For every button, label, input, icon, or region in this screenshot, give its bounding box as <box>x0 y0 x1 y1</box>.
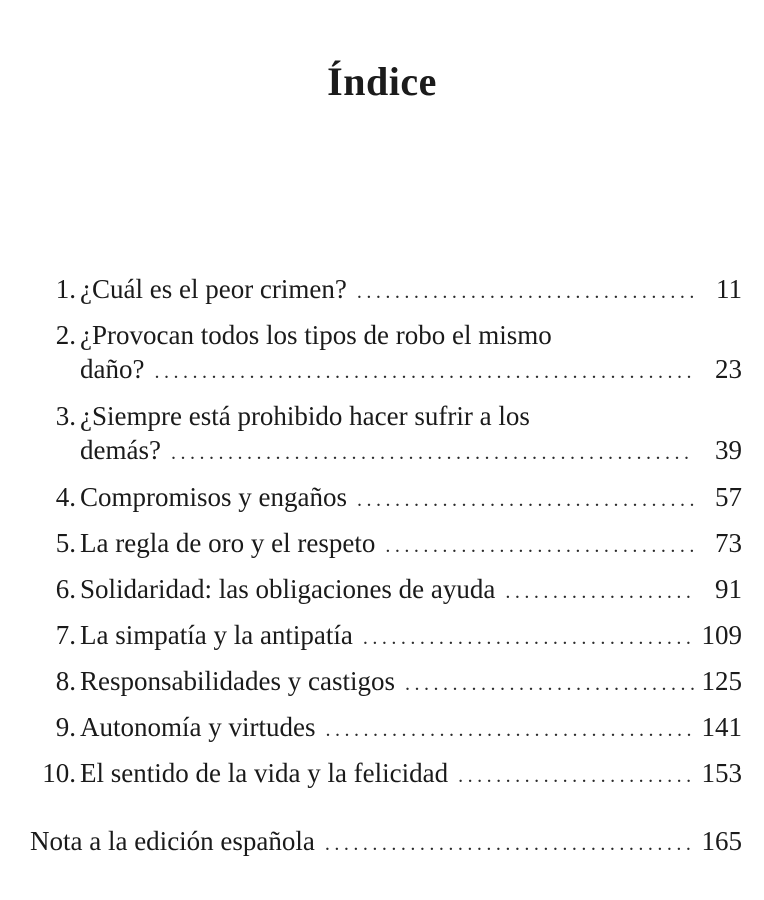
toc-entry-7 <box>36 608 742 654</box>
entry-title: La regla de oro y el respeto <box>80 528 376 558</box>
entry-number: 6. <box>55 574 76 604</box>
dot-leader <box>171 438 694 468</box>
entry-number: 3. <box>55 401 76 431</box>
entry-title-line-2: daño? <box>80 354 145 384</box>
entry-page-number: 39 <box>715 435 742 465</box>
entry-title-line-1: ¿Provocan todos los tipos de robo el mismo <box>80 320 552 350</box>
entry-title: Compromisos y engaños <box>80 482 347 512</box>
toc-entry-note <box>30 826 742 866</box>
entry-title: Autonomía y virtudes <box>80 712 316 742</box>
entry-title: ¿Cuál es el peor crimen? <box>80 274 347 304</box>
dot-leader <box>325 833 694 856</box>
entry-number: 1. <box>55 274 76 304</box>
entry-page-number: 23 <box>715 354 742 384</box>
entry-title-line-1: ¿Siempre está prohibido hacer sufrir a los <box>80 401 530 431</box>
dot-leader <box>357 277 694 307</box>
dot-leader <box>385 531 694 561</box>
note-page-number: 165 <box>701 826 742 856</box>
entry-page-number: 141 <box>701 712 742 742</box>
entry-page-number: 57 <box>715 482 742 512</box>
entry-title-line-2: demás? <box>80 435 161 465</box>
dot-leader <box>363 623 694 653</box>
entry-page-number: 125 <box>701 666 742 696</box>
entry-title: La simpatía y la antipatía <box>80 620 353 650</box>
entry-page-number: 73 <box>715 528 742 558</box>
table-of-contents <box>36 262 742 792</box>
entry-number: 5. <box>55 528 76 558</box>
dot-leader <box>505 577 694 607</box>
entry-number: 4. <box>55 482 76 512</box>
dot-leader <box>458 761 693 791</box>
toc-entry-5 <box>36 516 742 562</box>
entry-number: 10. <box>42 758 76 788</box>
toc-entry-8 <box>36 654 742 700</box>
toc-entry-6 <box>36 562 742 608</box>
note-title: Nota a la edición española <box>30 826 315 856</box>
entry-title: El sentido de la vida y la felicidad <box>80 758 449 788</box>
toc-entry-4 <box>36 470 742 516</box>
entry-page-number: 91 <box>715 574 742 604</box>
toc-entry-3 <box>36 389 742 470</box>
page-title: Índice <box>327 59 437 104</box>
entry-title: Solidaridad: las obligaciones de ayuda <box>80 574 496 604</box>
entry-number: 7. <box>55 620 76 650</box>
entry-page-number: 109 <box>701 620 742 650</box>
entry-page-number: 153 <box>701 758 742 788</box>
entry-number: 2. <box>55 320 76 350</box>
dot-leader <box>154 357 694 387</box>
dot-leader <box>325 715 693 745</box>
dot-leader <box>405 669 694 699</box>
entry-title: Responsabilidades y castigos <box>80 666 395 696</box>
toc-entry-1 <box>36 262 742 308</box>
toc-entry-2 <box>36 308 742 389</box>
entry-page-number: 11 <box>716 274 742 304</box>
toc-entry-9 <box>36 700 742 746</box>
dot-leader <box>357 485 694 515</box>
toc-entry-10 <box>36 746 742 792</box>
entry-number: 8. <box>55 666 76 696</box>
entry-number: 9. <box>55 712 76 742</box>
